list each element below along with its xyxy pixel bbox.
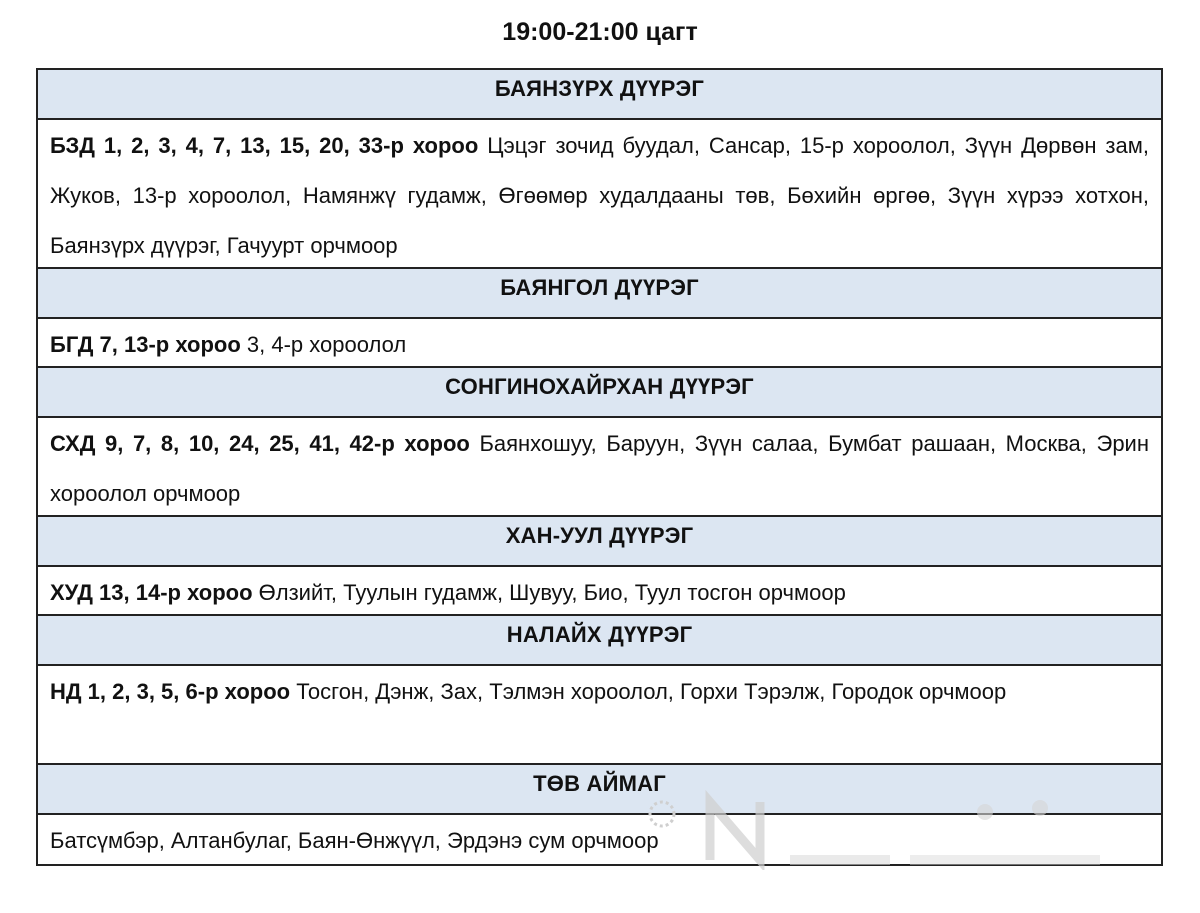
khoroo-list: БГД 7, 13-р хороо bbox=[50, 332, 241, 357]
area-row-bayangol bbox=[38, 319, 1161, 368]
outage-schedule-table bbox=[36, 68, 1163, 866]
area-row-tuv bbox=[38, 815, 1161, 864]
page-title: 19:00-21:00 цагт bbox=[502, 18, 698, 46]
district-header-bayanzurkh: БАЯНЗҮРХ ДҮҮРЭГ bbox=[38, 70, 1161, 120]
khoroo-list: БЗД 1, 2, 3, 4, 7, 13, 15, 20, 33-р хороо bbox=[50, 133, 479, 158]
area-row-songinokhairkhan bbox=[38, 418, 1161, 517]
district-header-khan-uul: ХАН-УУЛ ДҮҮРЭГ bbox=[38, 517, 1161, 567]
area-row-nalaikh bbox=[38, 666, 1161, 765]
district-header-bayangol: БАЯНГОЛ ДҮҮРЭГ bbox=[38, 269, 1161, 319]
area-row-bayanzurkh bbox=[38, 120, 1161, 269]
district-header-nalaikh: НАЛАЙХ ДҮҮРЭГ bbox=[38, 616, 1161, 666]
khoroo-list: СХД 9, 7, 8, 10, 24, 25, 41, 42-р хороо bbox=[50, 431, 470, 456]
area-list: Баянхошуу, Баруун, Зүүн салаа, Бумбат рашаан, Москва, Эрин хороолол орчмоор bbox=[50, 431, 1149, 506]
area-list: 3, 4-р хороолол bbox=[246, 332, 407, 357]
area-list: Батсүмбэр, Алтанбулаг, Баян-Өнжүүл, Эрдэнэ сум орчмоор bbox=[50, 828, 659, 853]
province-header-tuv: ТӨВ АЙМАГ bbox=[38, 765, 1161, 815]
area-list: Цэцэг зочид буудал, Сансар, 15-р хороолол, Зүүн Дөрвөн зам, Жуков, 13-р хороолол, Намянжү гудамж, Өгөөмөр худалдааны төв, Бөхийн өргөө, Зүүн хүрээ хотхон, Баянзүрх дүүрэг, Гачуурт орчмоор bbox=[50, 133, 1149, 258]
area-row-khan-uul bbox=[38, 567, 1161, 616]
area-list: Өлзийт, Туулын гудамж, Шувуу, Био, Туул тосгон орчмоор bbox=[258, 580, 846, 605]
khoroo-list: ХУД 13, 14-р хороо bbox=[50, 580, 253, 605]
area-list: Тосгон, Дэнж, Зах, Тэлмэн хороолол, Горхи Тэрэлж, Городок орчмоор bbox=[296, 679, 1007, 704]
district-header-songinokhairkhan: СОНГИНОХАЙРХАН ДҮҮРЭГ bbox=[38, 368, 1161, 418]
khoroo-list: НД 1, 2, 3, 5, 6-р хороо bbox=[50, 679, 291, 704]
